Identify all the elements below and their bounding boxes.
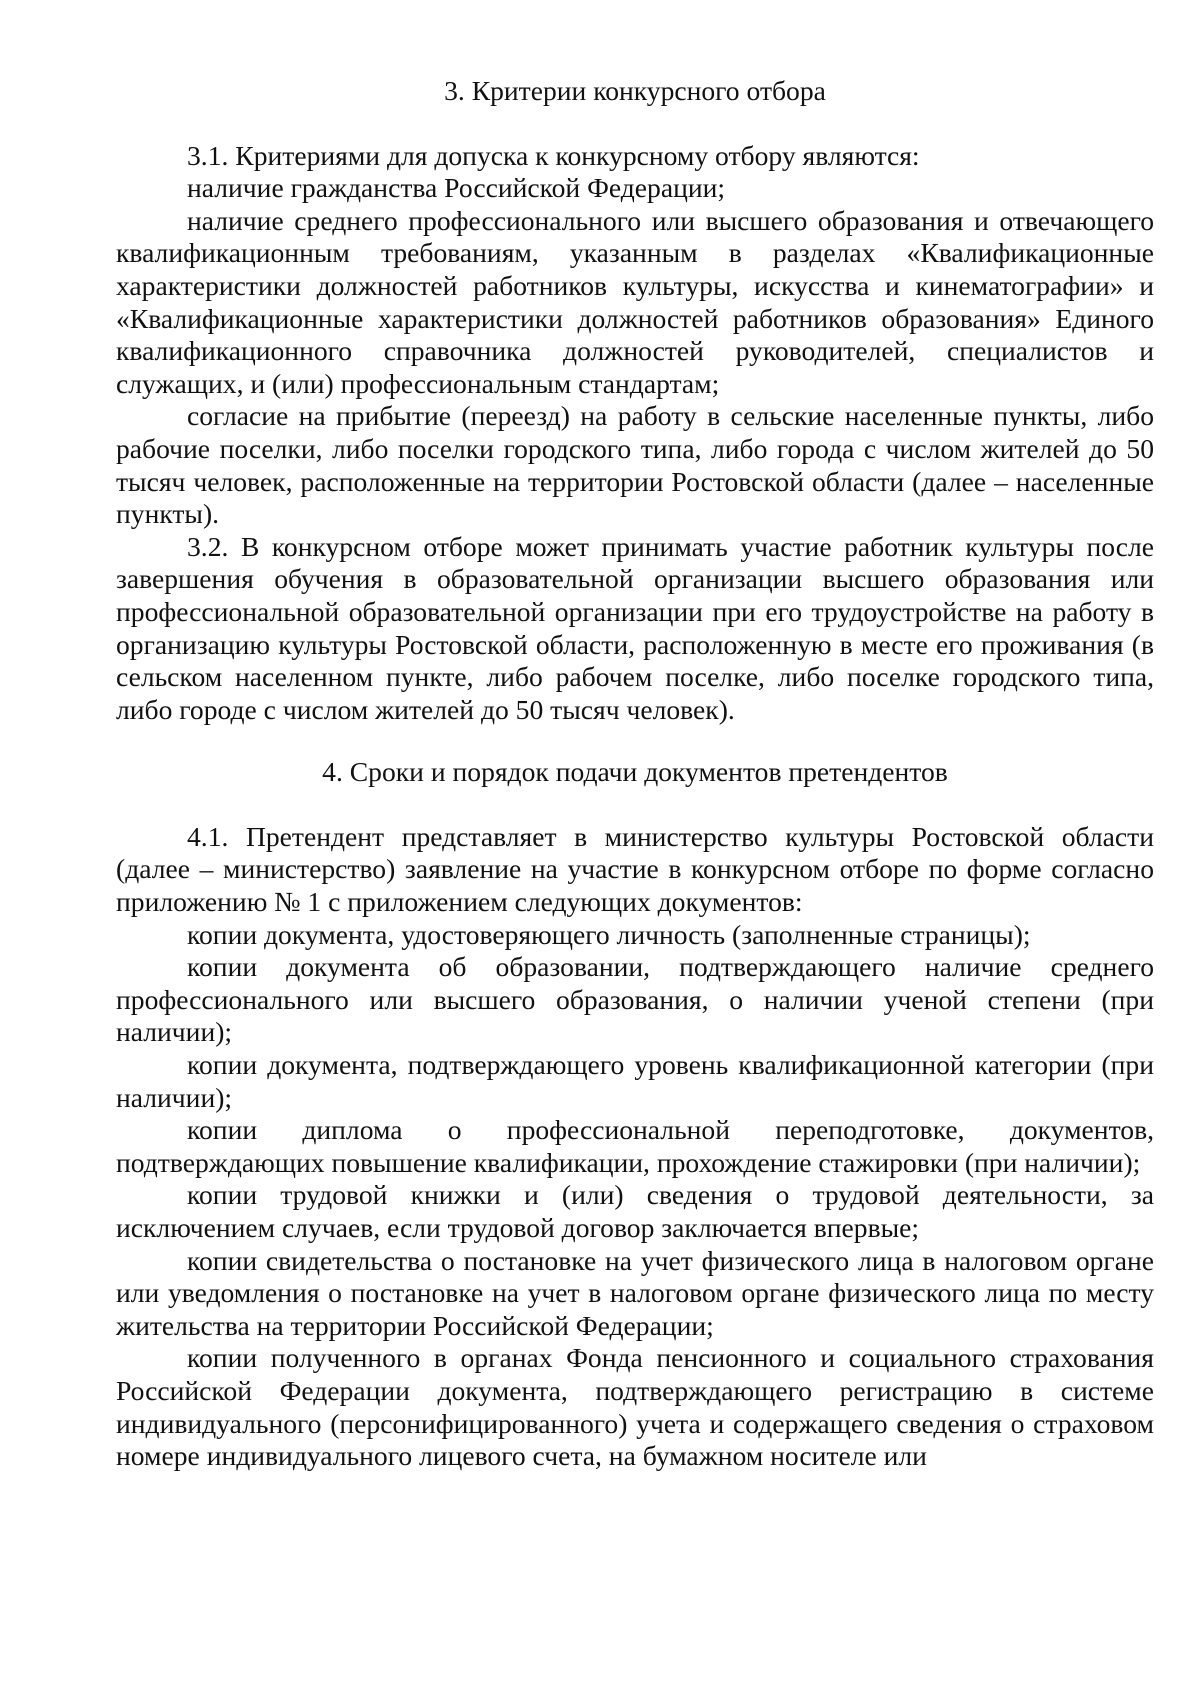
paragraph-education: наличие среднего профессионального или высшего образования и отвечающего квалификационным требованиям, указанным в разделах «Квалификационные характеристики должностей работников культуры, искусства и кинематографии» и «Квалификационные характеристики должностей работников образования» Единого квалификационного справочника должностей руководителей, специалистов и служащих, и (или) профессиональным стандартам; [116, 204, 1154, 399]
paragraph-relocation: согласие на прибытие (переезд) на работу в сельские населенные пункты, либо рабочие поселки, либо поселки городского типа, либо города с числом жителей до 50 тысяч человек, расположенные на территории Ростовской области (далее – населенные пункты). [116, 400, 1154, 530]
paragraph-3-1: 3.1. Критериями для допуска к конкурсному отбору являются: [187, 139, 920, 171]
section-4-heading: 4. Сроки и порядок подачи документов претендентов [322, 756, 948, 788]
list-item-diploma: копии диплома о профессиональной переподготовке, документов, подтверждающих повышение квалификации, прохождение стажировки (при наличии); [116, 1114, 1154, 1178]
section-3-heading: 3. Критерии конкурсного отбора [444, 75, 826, 106]
paragraph-4-1: 4.1. Претендент представляет в министерство культуры Ростовской области (далее – министерство) заявление на участие в конкурсном отборе по форме согласно приложению № 1 с приложением следующих документов: [116, 820, 1154, 918]
document-page [116, 75, 1154, 1473]
list-item-pension-insurance: копии полученного в органах Фонда пенсионного и социального страхования Российской Федерации документа, подтверждающего регистрацию в системе индивидуального (персонифицированного) учета и содержащего сведения о страховом номере индивидуального лицевого счета, на бумажном носителе или [116, 1342, 1154, 1472]
spacer [116, 789, 1154, 821]
list-item-education-doc: копии документа об образовании, подтверждающего наличие среднего профессионального или высшего образования, о наличии ученой степени (при наличии); [116, 951, 1154, 1048]
list-item-identity: копии документа, удостоверяющего личность (заполненные страницы); [187, 918, 1031, 950]
spacer [116, 108, 1154, 140]
list-item-tax-registration: копии свидетельства о постановке на учет физического лица в налоговом органе или уведомления о постановке на учет в налоговом органе физического лица по месту жительства на территории Российской Федерации; [116, 1244, 1154, 1341]
list-item-employment-record: копии трудовой книжки и (или) сведения о трудовой деятельности, за исключением случаев, если трудовой договор заключается впервые; [116, 1179, 1154, 1243]
spacer [116, 726, 1154, 756]
paragraph-3-2: 3.2. В конкурсном отборе может принимать участие работник культуры после завершения обучения в образовательной организации высшего образования или профессиональной образовательной организации при его трудоустройстве на работу в организацию культуры Ростовской области, расположенную в месте его проживания (в сельском населенном пункте, либо рабочем поселке, либо поселке городского типа, либо городе с числом жителей до 50 тысяч человек). [116, 530, 1154, 725]
paragraph-citizenship: наличие гражданства Российской Федерации; [187, 172, 726, 204]
list-item-qualification: копии документа, подтверждающего уровень квалификационной категории (при наличии); [116, 1049, 1154, 1113]
